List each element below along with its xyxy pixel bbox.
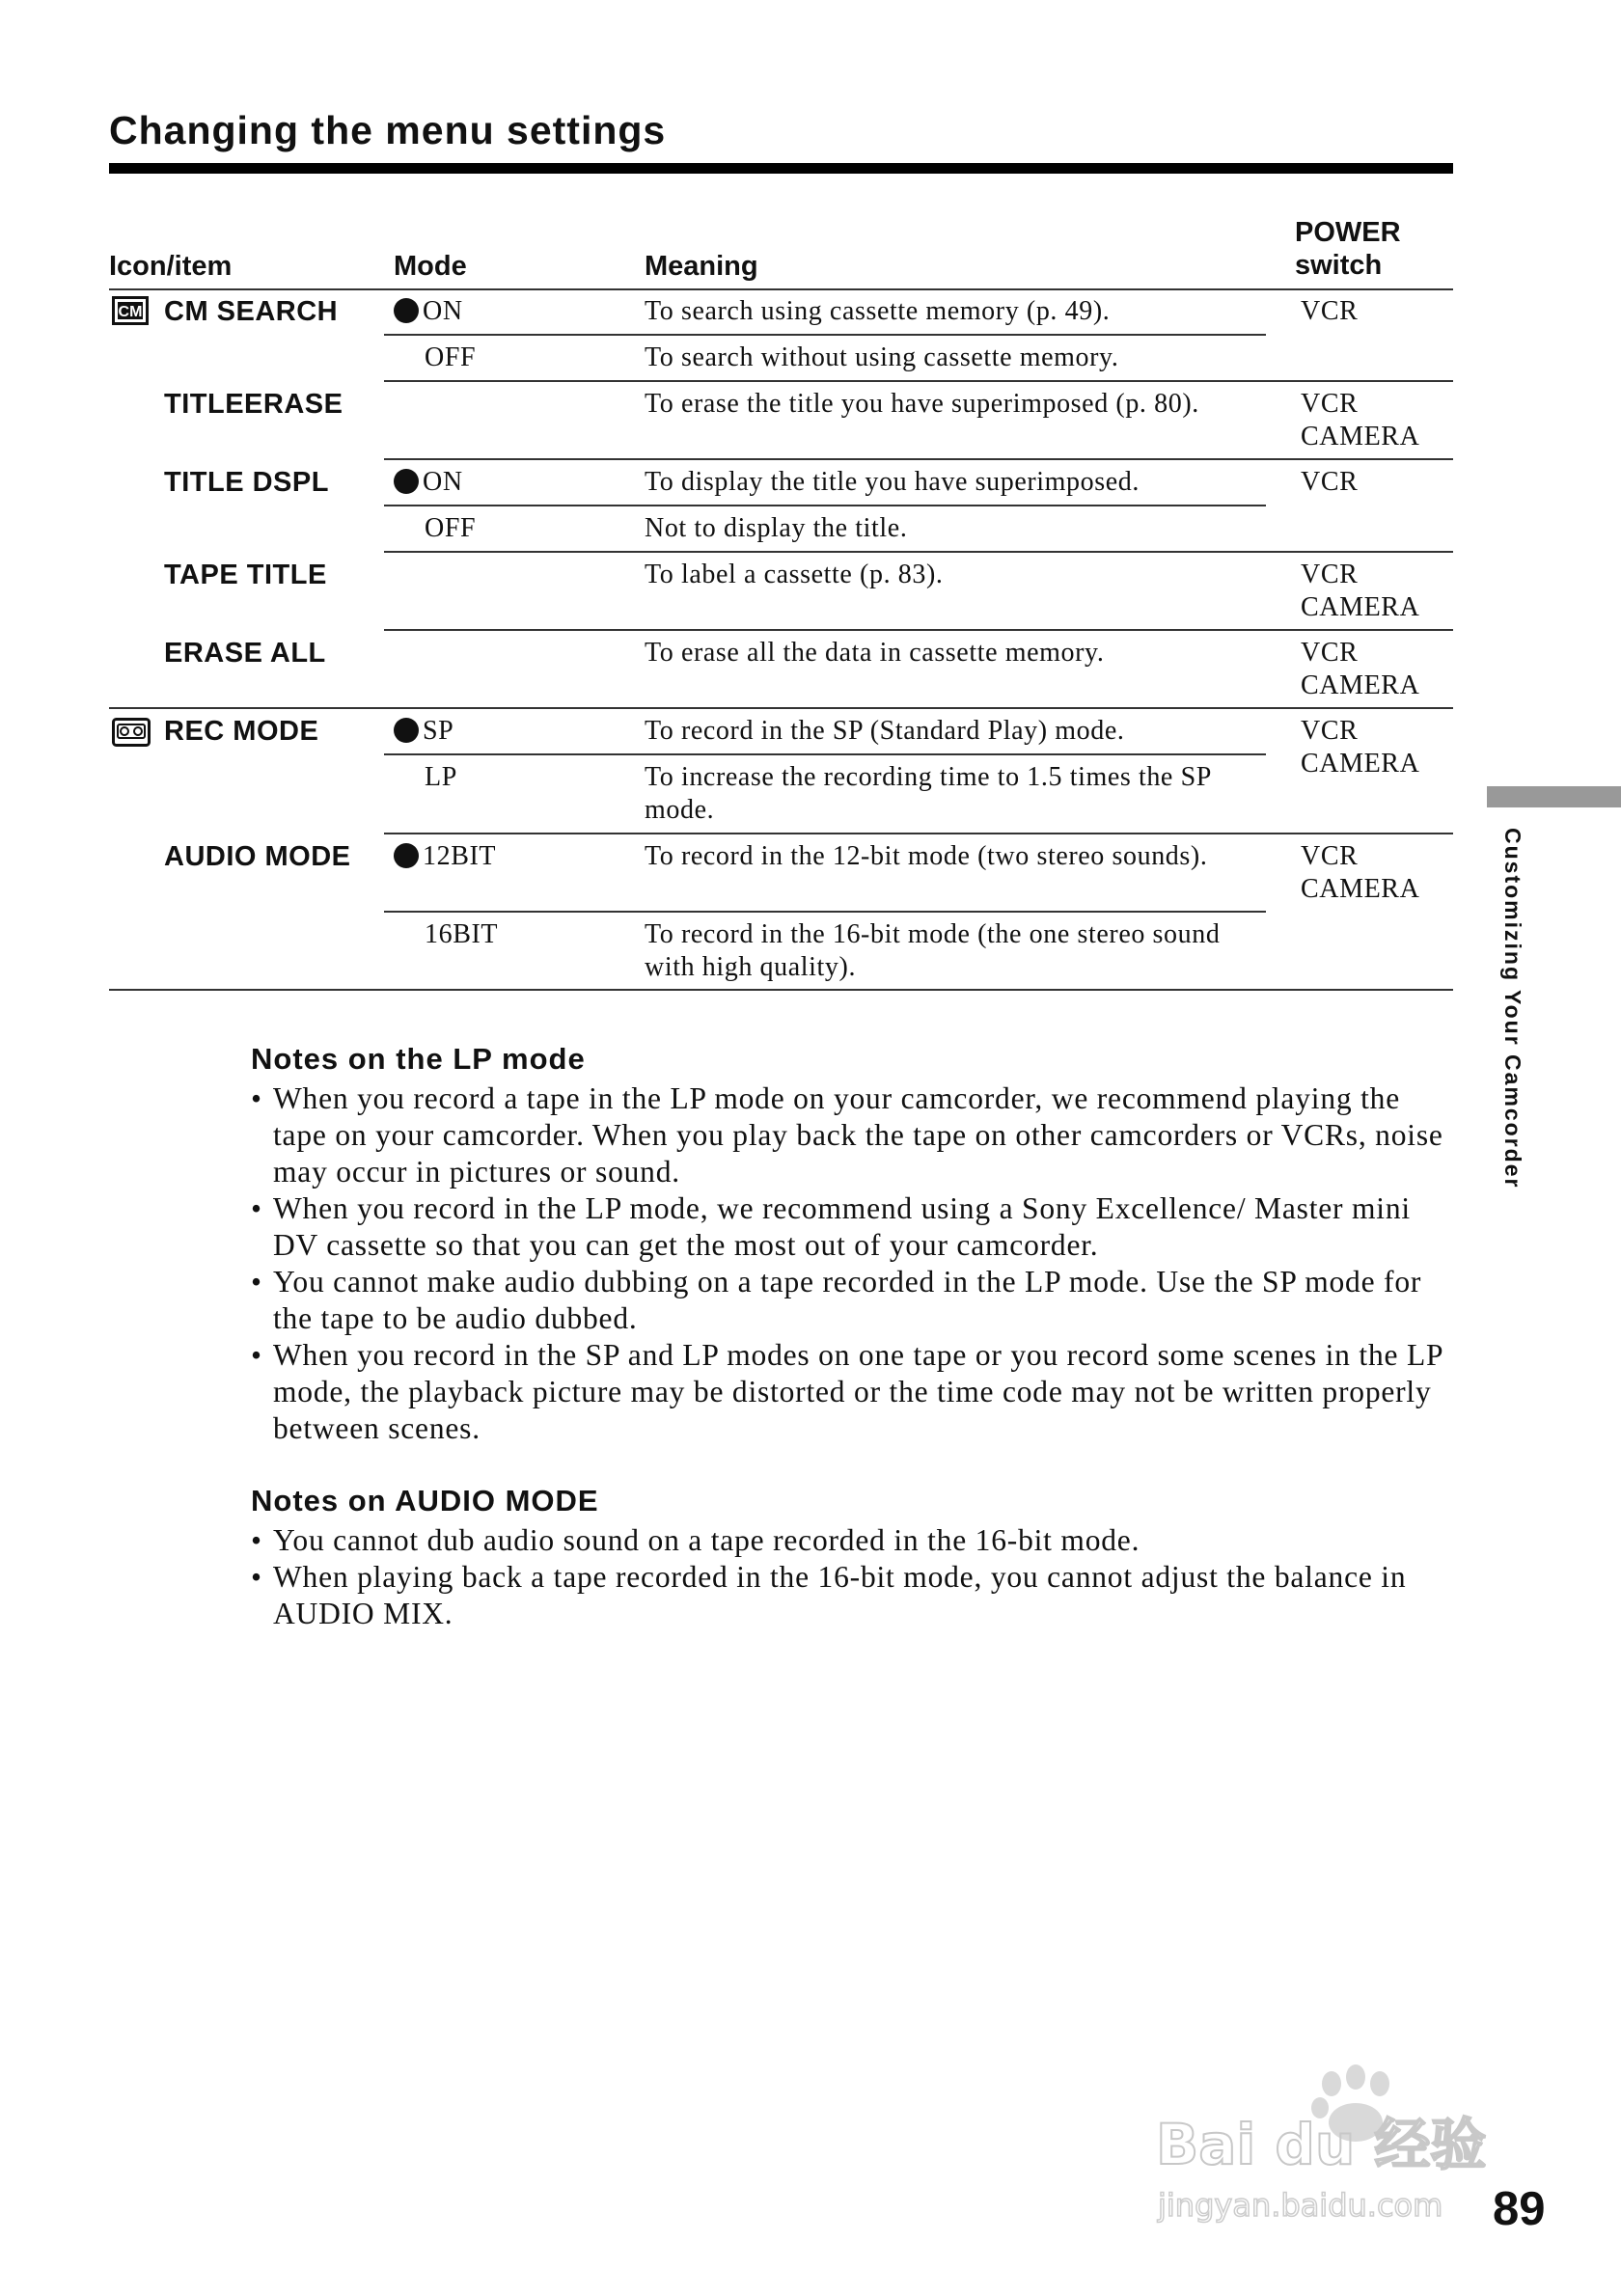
list-item: • When you record in the SP and LP modes on one tape or you record some scenes in the LP mode, the playback picture may be distorted or the time code may not be written properly between scenes. xyxy=(251,1337,1457,1447)
notes-lp-heading: Notes on the LP mode xyxy=(251,1042,586,1076)
header-icon-item: Icon/item xyxy=(109,251,233,282)
notes-audio-heading: Notes on AUDIO MODE xyxy=(251,1484,599,1517)
svg-text:CM: CM xyxy=(118,304,143,320)
mode-rec-lp: LP xyxy=(425,762,457,792)
power-camera: CAMERA xyxy=(1301,874,1420,904)
power-vcr: VCR xyxy=(1301,841,1359,871)
list-item: • When playing back a tape recorded in the 16-bit mode, you cannot adjust the balance in AUDIO MIX. xyxy=(251,1559,1457,1632)
meaning-tape-title: To label a cassette (p. 83). xyxy=(645,560,944,589)
default-dot-icon xyxy=(394,843,419,868)
mode-audio-12bit: 12BIT xyxy=(394,840,496,873)
tape-icon xyxy=(112,718,151,747)
page-number: 89 xyxy=(1493,2183,1546,2235)
list-item: • You cannot dub audio sound on a tape recorded in the 16-bit mode. xyxy=(251,1522,1457,1559)
power-cm-search: VCR xyxy=(1301,296,1359,326)
row-divider xyxy=(384,753,1266,755)
notes-audio-list xyxy=(251,1522,1457,1632)
row-divider xyxy=(384,629,1453,631)
power-vcr: VCR xyxy=(1301,560,1359,589)
row-divider xyxy=(384,334,1266,336)
power-erase-all xyxy=(1301,637,1419,702)
table-bottom-rule xyxy=(109,989,1453,991)
power-tape-title xyxy=(1301,559,1419,624)
header-power-line2: switch xyxy=(1295,250,1383,281)
power-vcr: VCR xyxy=(1301,716,1359,746)
power-camera: CAMERA xyxy=(1301,592,1420,622)
notes-lp-list xyxy=(251,1080,1457,1447)
mode-title-dspl-on: ON xyxy=(394,466,463,499)
list-item: • When you record in the LP mode, we recommend using a Sony Excellence/ Master mini DV cassette so that you can get the most out of your camcorder. xyxy=(251,1190,1457,1264)
row-divider xyxy=(384,551,1453,553)
item-audio-mode: AUDIO MODE xyxy=(164,841,351,872)
meaning-title-dspl-off: Not to display the title. xyxy=(645,513,908,543)
row-divider xyxy=(384,833,1453,834)
side-section-label: Customizing Your Camcorder xyxy=(1500,828,1525,1189)
header-power-line1: POWER xyxy=(1295,217,1401,248)
row-divider xyxy=(384,911,1266,913)
header-rule xyxy=(109,288,1453,290)
item-title-dspl: TITLE DSPL xyxy=(164,467,329,498)
default-dot-icon xyxy=(394,718,419,743)
power-camera: CAMERA xyxy=(1301,422,1420,451)
row-divider xyxy=(384,458,1453,460)
item-tape-title: TAPE TITLE xyxy=(164,560,327,590)
default-dot-icon xyxy=(394,298,419,323)
baidu-watermark-logo xyxy=(1148,2050,1534,2233)
item-cm-search: CM SEARCH xyxy=(164,296,339,327)
meaning-titleerase: To erase the title you have superimposed (p. 80). xyxy=(645,389,1199,419)
cassette-memory-icon xyxy=(112,296,149,325)
meaning-title-dspl-on: To display the title you have superimposed. xyxy=(645,467,1140,497)
list-item: • You cannot make audio dubbing on a tape recorded in the LP mode. Use the SP mode for the tape to be audio dubbed. xyxy=(251,1264,1457,1337)
item-rec-mode: REC MODE xyxy=(164,716,319,747)
svg-text:jingyan.baidu.com: jingyan.baidu.com xyxy=(1158,2187,1443,2224)
power-rec-mode xyxy=(1301,715,1419,780)
power-camera: CAMERA xyxy=(1301,749,1420,779)
row-divider xyxy=(384,505,1266,506)
svg-text:Bai du 经验: Bai du 经验 xyxy=(1156,2112,1487,2177)
list-item: • When you record a tape in the LP mode on your camcorder, we recommend playing the tape on your camcorder. When you play back the tape on other camcorders or VCRs, noise may occur in pictures or sound. xyxy=(251,1080,1457,1190)
row-divider xyxy=(109,707,1453,709)
meaning-rec-sp: To record in the SP (Standard Play) mode. xyxy=(645,716,1125,746)
power-vcr: VCR xyxy=(1301,638,1359,668)
page-title: Changing the menu settings xyxy=(109,108,667,152)
power-title-dspl: VCR xyxy=(1301,467,1359,497)
meaning-audio-16bit: To record in the 16-bit mode (the one stereo sound with high quality). xyxy=(645,919,1221,982)
meaning-erase-all: To erase all the data in cassette memory. xyxy=(645,638,1105,668)
meaning-audio-12bit: To record in the 12-bit mode (two stereo sounds). xyxy=(645,841,1208,871)
item-titleerase: TITLEERASE xyxy=(164,389,343,420)
power-vcr: VCR xyxy=(1301,389,1359,419)
power-titleerase xyxy=(1301,388,1419,453)
mode-title-dspl-off: OFF xyxy=(425,513,477,543)
item-erase-all: ERASE ALL xyxy=(164,638,326,669)
meaning-cm-search-on: To search using cassette memory (p. 49). xyxy=(645,296,1111,326)
default-dot-icon xyxy=(394,469,419,494)
power-audio-mode xyxy=(1301,840,1419,906)
side-tab-bar xyxy=(1487,786,1621,807)
row-divider xyxy=(384,380,1453,382)
header-meaning: Meaning xyxy=(645,251,758,282)
meaning-rec-lp: To increase the recording time to 1.5 times the SP mode. xyxy=(645,762,1211,825)
power-camera: CAMERA xyxy=(1301,670,1420,700)
meaning-cm-search-off: To search without using cassette memory. xyxy=(645,342,1119,372)
header-power-switch xyxy=(1295,216,1401,282)
title-rule xyxy=(109,163,1453,174)
mode-cm-search-off: OFF xyxy=(425,342,477,372)
mode-cm-search-on: ON xyxy=(394,295,463,328)
mode-rec-sp: SP xyxy=(394,715,453,748)
mode-audio-16bit: 16BIT xyxy=(425,919,499,949)
header-mode: Mode xyxy=(394,251,467,282)
